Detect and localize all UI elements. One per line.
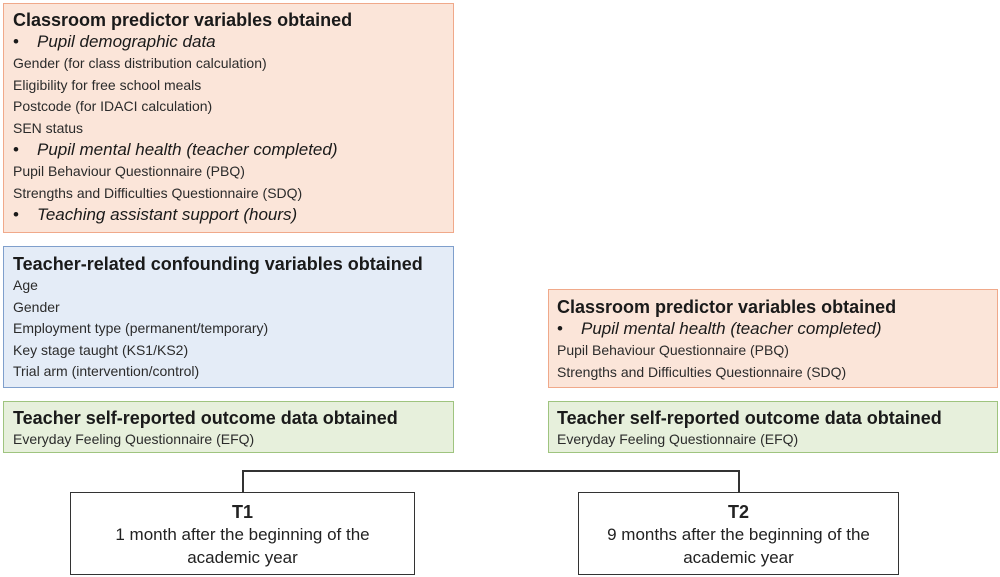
timepoint-description: academic year xyxy=(187,548,298,567)
list-item: Gender (for class distribution calculation) xyxy=(13,55,267,71)
timepoint-description: academic year xyxy=(683,548,794,567)
bullet-item: • Pupil demographic data xyxy=(13,32,216,51)
bullet-item: • Teaching assistant support (hours) xyxy=(13,205,298,224)
connector-line xyxy=(242,470,739,472)
list-item: Everyday Feeling Questionnaire (EFQ) xyxy=(557,431,799,447)
list-item: Key stage taught (KS1/KS2) xyxy=(13,341,189,358)
connector-line xyxy=(738,470,740,492)
box-title: Classroom predictor variables obtained xyxy=(13,10,353,30)
timepoint-description: 9 months after the beginning of the xyxy=(607,525,870,544)
list-item: Pupil Behaviour Questionnaire (PBQ) xyxy=(557,342,789,358)
timepoint-t2-box xyxy=(578,492,899,575)
timepoint-label: T2 xyxy=(727,502,749,522)
bullet-item: • Pupil mental health (teacher completed) xyxy=(13,140,338,159)
bullet-item: • Pupil mental health (teacher completed) xyxy=(557,319,882,338)
list-item: Strengths and Difficulties Questionnaire (SDQ) xyxy=(13,184,303,201)
timepoint-description: 1 month after the beginning of the xyxy=(115,525,370,544)
box-title: Teacher-related confounding variables obtained xyxy=(13,254,423,274)
list-item: Pupil Behaviour Questionnaire (PBQ) xyxy=(13,163,245,179)
list-item: Gender xyxy=(13,298,60,315)
classroom-predictors-t1-box xyxy=(3,3,454,233)
classroom-predictors-t2-box xyxy=(548,289,998,388)
connector-line xyxy=(242,470,244,492)
list-item: Trial arm (intervention/control) xyxy=(13,363,200,379)
list-item: Strengths and Difficulties Questionnaire (SDQ) xyxy=(557,363,847,380)
list-item: Employment type (permanent/temporary) xyxy=(13,320,269,336)
timepoint-t1-box xyxy=(70,492,415,575)
timepoint-label: T1 xyxy=(231,502,253,522)
teacher-outcome-t2-box xyxy=(548,401,998,453)
list-item: SEN status xyxy=(13,119,84,136)
list-item: Eligibility for free school meals xyxy=(13,76,202,93)
box-title: Teacher self-reported outcome data obtained xyxy=(557,408,942,428)
list-item: Everyday Feeling Questionnaire (EFQ) xyxy=(13,431,255,447)
list-item: Age xyxy=(13,277,38,293)
teacher-outcome-t1-box xyxy=(3,401,454,453)
teacher-confounders-box xyxy=(3,246,454,388)
box-title: Teacher self-reported outcome data obtained xyxy=(13,408,398,428)
box-title: Classroom predictor variables obtained xyxy=(557,297,897,317)
list-item: Postcode (for IDACI calculation) xyxy=(13,98,213,114)
